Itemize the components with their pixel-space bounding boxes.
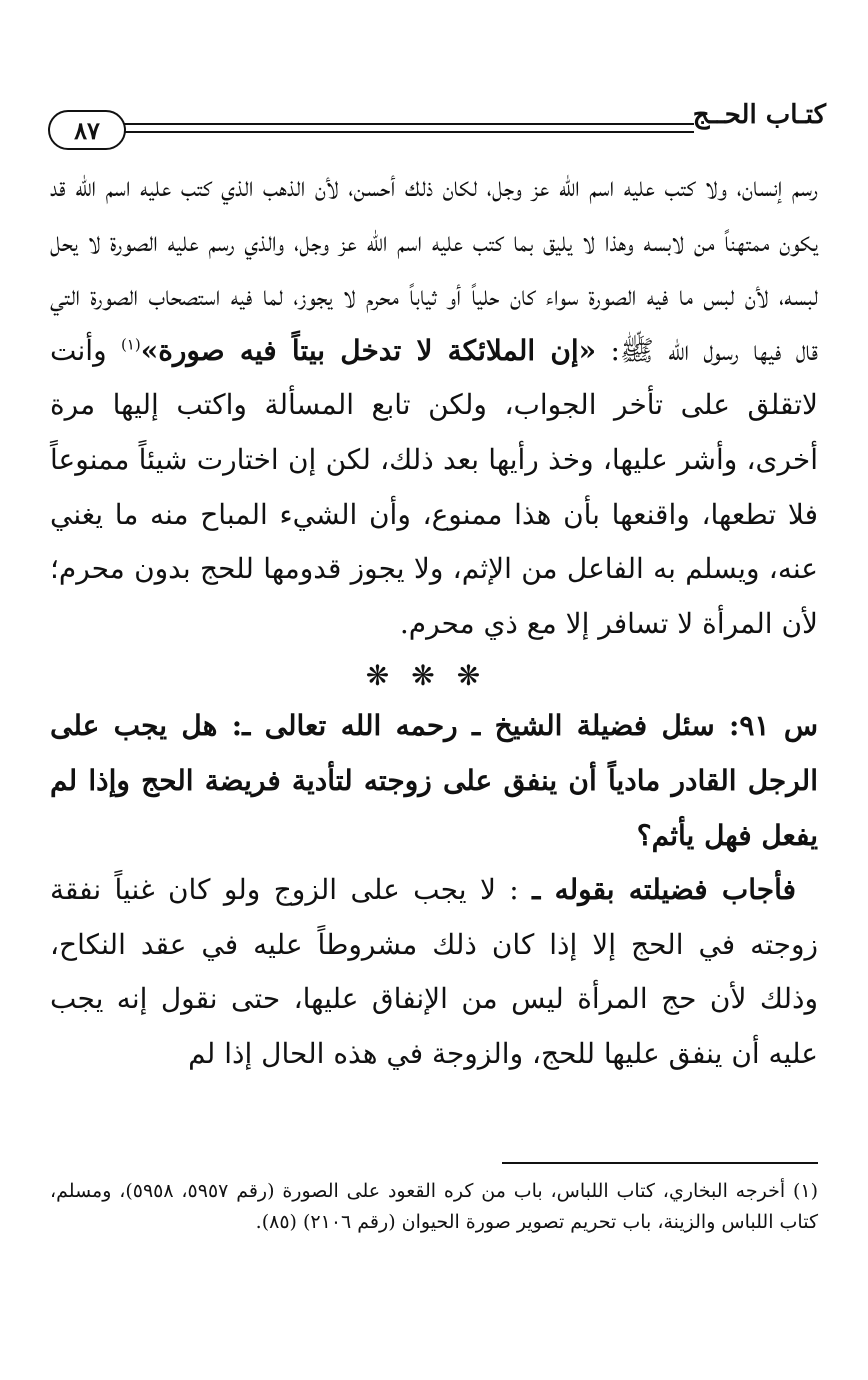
footnote-reference[interactable]: (١)	[120, 335, 141, 354]
header-double-rule	[114, 123, 694, 133]
section-separator	[50, 653, 818, 699]
answer-text: : لا يجب على الزوج ولو كان غنياً نفقة زوجته في الحج إلا إذا كان ذلك مشروطاً عليه في عقد النكاح، وذلك لأن حج المرأة ليس من الإنفاق عليها، حتى نقول إنه يجب عليه أن ينفق عليها للحج، والزوجة في هذه الحال إذا لم	[50, 873, 818, 1070]
footnote-1: (١) أخرجه البخاري، كتاب اللباس، باب من كره القعود على الصورة (رقم ٥٩٥٧، ٥٩٥٨)، ومسلم، كتاب اللباس والزينة، باب تحريم تصوير صورة الحيوان (رقم ٢١٠٦) (٨٥).	[50, 1180, 818, 1233]
footnote-divider	[502, 1162, 818, 1164]
answer	[50, 863, 818, 1081]
asterism-icon: ❋	[411, 659, 457, 693]
main-text	[50, 160, 818, 1082]
question-label: س ٩١:	[729, 709, 818, 743]
question-91	[50, 699, 818, 863]
asterism-icon: ❋	[456, 659, 503, 693]
footnotes	[50, 1176, 818, 1238]
asterism-icon: ❋	[365, 659, 412, 693]
question-text: سئل فضيلة الشيخ ـ رحمه الله تعالى ـ: هل يجب على الرجل القادر مادياً أن ينفق على زوجته لتأدية فريضة الحج وإذا لم يفعل فهل يأثم؟	[50, 709, 818, 852]
paragraph-1-text-b: وأنت لاتقلق على تأخر الجواب، ولكن تابع المسألة واكتب إليها مرة أخرى، وأشر عليها، وخذ رأيها بعد ذلك، لكن إن اختارت شيئاً ممنوعاً فلا تطعها، واقنعها بأن هذا ممنوع، وأن الشيء المباح منه ما يغني عنه، ويسلم به الفاعل من الإثم، ولا يجوز قدومها للحج بدون محرم؛ لأن المرأة لا تسافر إلا مع ذي محرم.	[50, 333, 818, 640]
running-title: كتـاب الحــج	[692, 100, 826, 130]
page-number: ٨٧	[48, 110, 126, 150]
answer-intro: فأجاب فضيلته بقوله ـ	[532, 873, 796, 907]
paragraph-1-text-a: رسم إنسان، ولا كتب عليه اسم الله عز وجل، لكان ذلك أحسن، لأن الذهب الذي كتب عليه اسم الله قد يكون ممتهناً من لابسه وهذا لا يليق بما كتب عليه اسم الله عز وجل، والذي رسم عليه الصورة لا يحل لبسه، لأن لبس ما فيه الصورة سواء كان حلياً أو ثياباً محرم لا يجوز، لما فيه استصحاب الصورة التي قال فيها رسول الله ﷺ:	[50, 170, 818, 367]
paragraph-1	[50, 160, 818, 651]
hadith-quote: «إن الملائكة لا تدخل بيتاً فيه صورة»	[140, 333, 597, 367]
page-header	[44, 96, 826, 156]
